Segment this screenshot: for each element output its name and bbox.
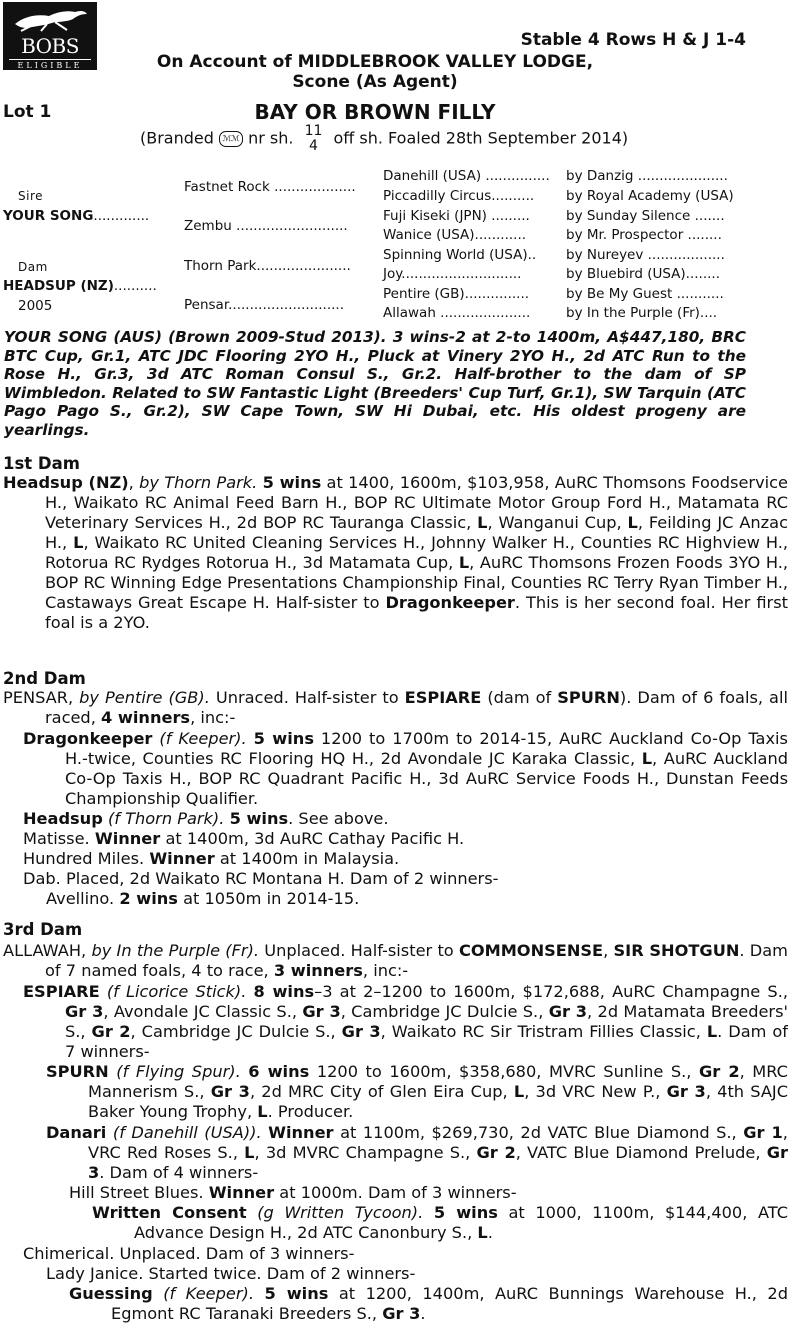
gen3-wanice: Wanice (USA)............: [383, 227, 527, 243]
first-dam-wins: 5 wins: [262, 473, 322, 492]
brand-foaled-line: [140, 124, 700, 154]
third-dam-winners: 3 winners: [273, 961, 363, 980]
matisse-record: [23, 829, 464, 849]
group-badge: Gr 3: [65, 1002, 104, 1021]
second-dam-text-2: (dam of: [487, 688, 552, 707]
espiare-text-1: –3 at 2–1200 to 1600m, $172,688, AuRC Champagne S.,: [314, 982, 788, 1001]
second-dam-text-5: , inc:-: [190, 708, 236, 727]
listed-badge: L: [73, 533, 84, 552]
gen2-thorn-park: Thorn Park......................: [184, 258, 351, 274]
danari-text-1: at 1100m, $269,730, 2d VATC Blue Diamond S.,: [340, 1123, 737, 1142]
second-dam-sire: by Pentire (GB).: [79, 688, 210, 707]
listed-badge: L: [477, 1223, 488, 1242]
sire-dots: .............: [93, 208, 150, 224]
chimerical-record: Chimerical. Unplaced. Dam of 3 winners-: [23, 1244, 355, 1263]
gen4-mr-prospector: by Mr. Prospector ........: [566, 227, 722, 243]
guessing-record: [69, 1284, 788, 1324]
danari-name: Danari: [46, 1123, 107, 1142]
spurn-text-6: . Producer.: [267, 1102, 354, 1121]
second-dam-text-4: Dam of 6 foals, all raced,: [45, 688, 788, 727]
group-badge: Gr 3: [666, 1082, 706, 1101]
third-dam-commonsense: COMMONSENSE: [458, 941, 604, 960]
written-consent-text-2: .: [487, 1223, 493, 1242]
guessing-sire: (f Keeper).: [163, 1284, 254, 1303]
second-dam-name: PENSAR,: [3, 688, 74, 707]
danari-text-5: . Dam of 4 winners-: [99, 1163, 259, 1182]
hill-street-blues-name: Hill Street Blues.: [69, 1183, 204, 1202]
second-dam-half-sister: ESPIARE: [404, 688, 482, 707]
headsup-name: Headsup: [23, 809, 103, 828]
brand-suffix: off sh. Foaled 28th September 2014): [333, 128, 629, 148]
group-badge: Gr 3: [302, 1002, 341, 1021]
hundred-miles-winner: Winner: [149, 849, 215, 868]
espiare-name: ESPIARE: [23, 982, 100, 1001]
matisse-name: Matisse.: [23, 829, 90, 848]
espiare-text-7: . Dam of 7 winners-: [65, 1022, 788, 1061]
danari-text-3: , 3d MVRC Champagne S.,: [254, 1143, 471, 1162]
brand-denominator: 4: [309, 138, 318, 154]
group-badge: Gr 1: [743, 1123, 783, 1142]
second-dam-spurn: SPURN: [557, 688, 620, 707]
vendor-account: [140, 52, 610, 92]
spurn-record: [46, 1062, 788, 1122]
third-dam-text-1: Unplaced. Half-sister to: [264, 941, 454, 960]
first-dam-text-6: . This is her second foal. Her first foal is a 2YO.: [45, 593, 788, 632]
avellino-text: at 1050m in 2014-15.: [183, 889, 360, 908]
first-dam-sire: by Thorn Park.: [139, 473, 258, 492]
first-dam-text-4: , Waikato RC United Cleaning Services H., Johnny Walker H., Counties RC Highview H., Rotorua RC Rydges Rotorua H., 3d Matamata Cup,: [45, 533, 788, 572]
group-badge: Gr 2: [91, 1022, 131, 1041]
lady-janice-record: Lady Janice. Started twice. Dam of 2 winners-: [46, 1264, 416, 1283]
gen3-danehill: Danehill (USA) ...............: [383, 168, 550, 184]
espiare-wins: 8 wins: [253, 982, 315, 1001]
gen3-piccadilly-circus: Piccadilly Circus..........: [383, 188, 535, 204]
sire-label: Sire: [18, 189, 44, 203]
matisse-text: at 1400m, 3d AuRC Cathay Pacific H.: [165, 829, 465, 848]
group-badge: Gr 3: [341, 1022, 381, 1041]
dam-label: Dam: [18, 260, 48, 274]
spurn-text-3: , 2d MRC City of Glen Eira Cup,: [249, 1082, 508, 1101]
sire-entry: [3, 208, 149, 224]
logo-text-bobs: BOBS: [21, 34, 79, 58]
group-badge: Gr 3: [210, 1082, 250, 1101]
first-dam-record: Headsup (NZ), by Thorn Park. 5 wins at 1400, 1600m, $103,958, AuRC Thomsons Foodservice H., Waikato RC Animal Feed Barn H., BOP RC Ultimate Motor Group Ford H., Matamata RC Veterinary Services H., 2d BOP RC Tauranga Classic, L, Wanganui Cup, L, Feilding JC Anzac H., L, Waikato RC United Cleaning Services H., Johnny Walker H., Counties RC Highview H., Rotorua RC Rydges Rotorua H., 3d Matamata Cup, L, AuRC Thomsons Frozen Foods 3YO H., BOP RC Winning Edge Presentations Championship Final, Counties RC Terry Ryan Timber H., Castaways Great Escape H. Half-sister to Dragonkeeper. This is her second foal. Her first foal is a 2YO.: [3, 473, 788, 632]
avellino-record: [46, 889, 359, 909]
written-consent-wins: 5 wins: [433, 1203, 498, 1222]
listed-badge: L: [458, 553, 470, 572]
sire-summary: YOUR SONG (AUS) (Brown 2009-Stud 2013). 3 wins-2 at 2-to 1400m, A$447,180, BRC BTC Cup, Gr.1, ATC JDC Flooring 2YO H., Pluck at Vinery 2YO H., 2d ATC Run to the Rose H., Gr.3, 3d ATC Roman Consul S., Gr.2. Half-brother to the dam of SP Wimbledon. Related to SW Fantastic Light (Breeders' Cup Turf, Gr.1), SW Tarquin (ATC Pago Pago S., Gr.2), SW Cape Town, SW Hi Dubai, etc. His oldest progeny are yearlings.: [4, 328, 746, 439]
espiare-text-6: , Waikato RC Sir Tristram Fillies Classic,: [380, 1022, 701, 1041]
spurn-wins: 6 wins: [248, 1062, 310, 1081]
dragonkeeper-name: Dragonkeeper: [23, 729, 153, 748]
danari-text-4: , VATC Blue Diamond Prelude,: [515, 1143, 761, 1162]
first-dam-text-3: , Feilding JC Anzac H.,: [45, 513, 788, 552]
danari-record: [46, 1123, 788, 1183]
gen3-spinning-world: Spinning World (USA)..: [383, 247, 537, 263]
brand-nr: nr sh.: [248, 128, 294, 148]
dragonkeeper-text-2: , AuRC Auckland Co-Op Taxis H., BOP RC Quadrant Pacific H., 3d AuRC Service Foods H., Dunstan Feeds Championship Qualifier.: [65, 749, 788, 808]
first-dam-text-5: , AuRC Thomsons Frozen Foods 3YO H., BOP RC Winning Edge Presentations Championship Final, Counties RC Terry Ryan Timber H., Castaways Great Escape H. Half-sister to: [45, 553, 788, 612]
dam-entry: [3, 278, 157, 294]
dab-record: Dab. Placed, 2d Waikato RC Montana H. Dam of 2 winners-: [23, 869, 499, 888]
third-dam-text-2: ,: [603, 941, 609, 960]
third-dam-text-4: , inc:-: [362, 961, 409, 980]
listed-badge: L: [627, 513, 638, 532]
gen4-royal-academy: by Royal Academy (USA): [566, 188, 734, 204]
third-dam-heading: 3rd Dam: [3, 920, 83, 939]
account-line-2: Scone (As Agent): [292, 72, 458, 92]
first-dam-text-1: at 1400, 1600m, $103,958, AuRC Thomsons Foodservice H., Waikato RC Animal Feed Barn H., BOP RC Ultimate Motor Group Ford H., Matamata RC Veterinary Services H., 2d BOP RC Tauranga Classic,: [45, 473, 788, 532]
gen2-fastnet-rock: Fastnet Rock ...................: [184, 179, 356, 195]
group-badge: Gr 2: [476, 1143, 516, 1162]
dragonkeeper-record: [23, 729, 788, 809]
gen2-zembu: Zembu ..........................: [184, 218, 348, 234]
espiare-record: [23, 982, 788, 1062]
first-dam-name: Headsup (NZ): [3, 473, 129, 492]
gen4-danzig: by Danzig .....................: [566, 168, 728, 184]
sire-name: YOUR SONG: [3, 208, 94, 224]
group-badge: Gr 3: [382, 1304, 421, 1323]
listed-badge: L: [257, 1102, 268, 1121]
group-badge: Gr 2: [699, 1062, 740, 1081]
guessing-text-1: at 1200, 1400m, AuRC Bunnings Warehouse H., 2d Egmont RC Taranaki Breeders S.,: [111, 1284, 788, 1323]
racehorse-icon: [11, 6, 89, 32]
dragonkeeper-text-1: 1200 to 1700m to 2014-15, AuRC Auckland Co-Op Taxis H.-twice, Counties RC Flooring HQ H., 2d Avondale JC Karaka Classic,: [65, 729, 788, 768]
spurn-text-5: , 4th SAJC Baker Young Trophy,: [88, 1082, 788, 1121]
listed-badge: L: [641, 749, 653, 768]
first-dam-heading: 1st Dam: [3, 454, 80, 473]
hill-street-blues-winner: Winner: [208, 1183, 275, 1202]
lot-number: Lot 1: [3, 102, 52, 122]
gen4-be-my-guest: by Be My Guest ...........: [566, 286, 724, 302]
written-consent-sire: (g Written Tycoon).: [257, 1203, 424, 1222]
hill-street-blues-text: at 1000m. Dam of 3 winners-: [279, 1183, 517, 1202]
gen4-nureyev: by Nureyev ..................: [566, 247, 725, 263]
brand-fraction: [305, 124, 323, 154]
gen2-pensar: Pensar...........................: [184, 297, 345, 313]
spurn-text-4: , 3d VRC New P.,: [524, 1082, 661, 1101]
bobs-eligible-logo: [3, 2, 97, 70]
avellino-wins: 2 wins: [119, 889, 178, 908]
danari-text-2: , VRC Red Roses S.,: [88, 1123, 788, 1162]
guessing-text-2: .: [420, 1304, 426, 1323]
dragonkeeper-wins: 5 wins: [253, 729, 314, 748]
avellino-name: Avellino.: [46, 889, 115, 908]
lot-title: BAY OR BROWN FILLY: [254, 100, 496, 124]
third-dam-sire: by In the Purple (Fr).: [91, 941, 260, 960]
matisse-winner: Winner: [94, 829, 161, 848]
spurn-sire: (f Flying Spur).: [116, 1062, 241, 1081]
headsup-wins: 5 wins: [229, 809, 289, 828]
written-consent-record: [92, 1203, 788, 1243]
spurn-text-2: , MRC Mannerism S.,: [88, 1062, 788, 1101]
dam-dots: ..........: [113, 278, 157, 294]
hill-street-blues-record: [69, 1183, 517, 1203]
dam-year: 2005: [18, 298, 53, 314]
headsup-record: [23, 809, 389, 829]
spurn-name: SPURN: [46, 1062, 109, 1081]
account-line-1: On Account of MIDDLEBROOK VALLEY LODGE,: [156, 52, 594, 72]
first-dam-text-2: , Wanganui Cup,: [487, 513, 622, 532]
gen3-fuji-kiseki: Fuji Kiseki (JPN) .........: [383, 208, 530, 224]
third-dam-record: [3, 941, 788, 981]
gen4-in-the-purple: by In the Purple (Fr)....: [566, 305, 718, 321]
listed-badge: L: [513, 1082, 525, 1101]
third-dam-sir-shotgun: SIR SHOTGUN: [613, 941, 740, 960]
gen4-bluebird: by Bluebird (USA)........: [566, 266, 721, 282]
guessing-name: Guessing: [69, 1284, 153, 1303]
first-dam-half-sister: Dragonkeeper: [385, 593, 515, 612]
second-dam-winners: 4 winners: [101, 708, 191, 727]
brand-stamp-icon: ℳℳ: [219, 131, 243, 147]
logo-text-eligible: ELIGIBLE: [9, 59, 91, 70]
danari-winner: Winner: [268, 1123, 334, 1142]
spurn-text-1: 1200 to 1600m, $358,680, MVRC Sunline S.,: [316, 1062, 692, 1081]
espiare-text-5: , Cambridge JC Dulcie S.,: [130, 1022, 336, 1041]
hundred-miles-name: Hundred Miles.: [23, 849, 145, 868]
second-dam-record: [3, 688, 788, 728]
group-badge: Gr 3: [88, 1143, 788, 1182]
brand-numerator: 11: [304, 123, 323, 139]
stable-location: Stable 4 Rows H & J 1-4: [520, 30, 746, 50]
brand-prefix: (Branded: [140, 128, 214, 148]
gen3-pentire: Pentire (GB)...............: [383, 286, 530, 302]
espiare-text-4: , 2d Matamata Breeders' S.,: [65, 1002, 788, 1041]
third-dam-name: ALLAWAH,: [3, 941, 87, 960]
espiare-text-3: , Cambridge JC Dulcie S.,: [340, 1002, 544, 1021]
group-badge: Gr 3: [548, 1002, 588, 1021]
listed-badge: L: [477, 513, 488, 532]
gen4-sunday-silence: by Sunday Silence .......: [566, 208, 725, 224]
second-dam-text-3: ).: [619, 688, 632, 707]
hundred-miles-record: [23, 849, 399, 869]
espiare-sire: (f Licorice Stick).: [106, 982, 247, 1001]
dragonkeeper-sire: (f Keeper).: [159, 729, 247, 748]
gen3-allawah: Allawah .....................: [383, 305, 531, 321]
gen3-joy: Joy............................: [383, 266, 522, 282]
espiare-text-2: , Avondale JC Classic S.,: [103, 1002, 297, 1021]
third-dam-text-3: . Dam of 7 named foals, 4 to race,: [45, 941, 788, 980]
danari-sire: (f Danehill (USA)).: [112, 1123, 262, 1142]
second-dam-text-1: Unraced. Half-sister to: [215, 688, 399, 707]
headsup-sire: (f Thorn Park).: [107, 809, 225, 828]
dam-name: HEADSUP (NZ): [3, 278, 114, 294]
hundred-miles-text: at 1400m in Malaysia.: [219, 849, 400, 868]
headsup-text: . See above.: [288, 809, 389, 828]
second-dam-heading: 2nd Dam: [3, 669, 86, 688]
listed-badge: L: [706, 1022, 718, 1041]
listed-badge: L: [244, 1143, 255, 1162]
guessing-wins: 5 wins: [264, 1284, 329, 1303]
written-consent-text-1: at 1000, 1100m, $144,400, ATC Advance Design H., 2d ATC Canonbury S.,: [134, 1203, 788, 1242]
written-consent-name: Written Consent: [92, 1203, 247, 1222]
